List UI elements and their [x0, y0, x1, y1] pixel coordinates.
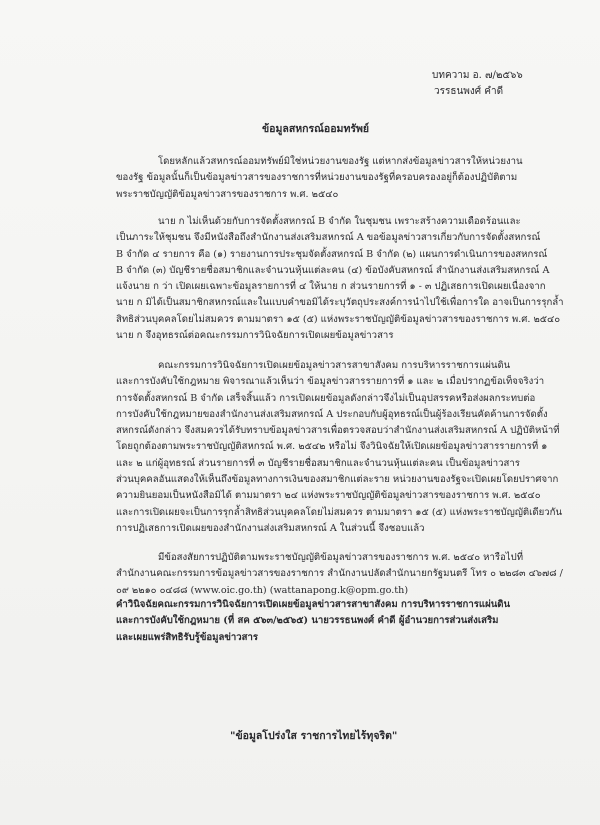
- text-line: และการบังคับใช้กฎหมาย (ที่ สค ๕๖๓/๒๕๖๕) นายวรรธนพงศ์ คำดี ผู้อำนวยการส่วนส่งเสริม: [116, 615, 499, 627]
- text-line: B จำกัด ๔ รายการ คือ (๑) รายงานการประชุมจัดตั้งสหกรณ์ B จำกัด (๒) แผนการดำเนินการของสหกรณ์: [116, 248, 548, 260]
- slogan: "ข้อมูลโปร่งใส ราชการไทยไร้ทุจริต": [230, 730, 398, 742]
- text-line: การบังคับใช้กฎหมายของสำนักงานส่งเสริมสหกรณ์ A ประกอบกับผู้อุทธรณ์เป็นผู้ร้องเรียนคัดค้านการจัดตั้ง: [116, 408, 548, 420]
- text-line: นาย ก จึงอุทธรณ์ต่อคณะกรรมการวินิจฉัยการเปิดเผยข้อมูลข่าวสาร: [116, 330, 394, 342]
- text-line: นาย ก ไม่เห็นด้วยกับการจัดตั้งสหกรณ์ B จำกัด ในชุมชน เพราะสร้างความเดือดร้อนและ: [158, 216, 521, 227]
- text-line: แจ้งนาย ก ว่า เปิดเผยเฉพาะข้อมูลรายการที่ ๔ ให้นาย ก ส่วนรายการที่ ๑ - ๓ ปฏิเสธการเปิดเผยเนื่องจาก: [116, 281, 546, 293]
- text-line: ของรัฐ ข้อมูลนั้นก็เป็นข้อมูลข่าวสารของราชการที่หน่วยงานของรัฐที่ครอบครองอยู่ก็ต้องปฏิบัติตาม: [116, 172, 518, 184]
- text-line: สหกรณ์ดังกล่าว จึงสมควรได้รับทราบข้อมูลข่าวสารเพื่อตรวจสอบว่าสำนักงานส่งเสริมสหกรณ์ A ปฏิบัติหน้าที่: [116, 425, 560, 437]
- document-number: บทความ อ. ๗/๒๕๖๖: [432, 70, 523, 81]
- text-line: ส่วนบุคคลอันแสดงให้เห็นถึงข้อมูลทางการเงินของสมาชิกแต่ละราย หน่วยงานของรัฐจะเปิดเผยโดยปราศจาก: [116, 474, 559, 486]
- text-line: และ ๒ แก่ผู้อุทธรณ์ ส่วนรายการที่ ๓ บัญชีรายชื่อสมาชิกและจำนวนหุ้นแต่ละคน เป็นข้อมูลข่าวสาร: [116, 457, 520, 469]
- author-name: วรรธนพงศ์ คำดี: [434, 86, 504, 97]
- text-line: สิทธิส่วนบุคคลโดยไม่สมควร ตามมาตรา ๑๕ (๕) แห่งพระราชบัญญัติข้อมูลข่าวสารของราชการ พ.ศ. ๒๕๔๐: [116, 313, 561, 325]
- paragraph-intro: [116, 154, 523, 203]
- contact-links: ๐๙ ๒๒๑๐ ๐๔๘๘ (www.oic.go.th) (wattanapong.k@opm.go.th): [116, 584, 409, 596]
- reference-block: [432, 68, 523, 100]
- text-line: พระราชบัญญัติข้อมูลข่าวสารของราชการ พ.ศ. ๒๕๔๐: [116, 188, 339, 200]
- text-line: และการบังคับใช้กฎหมาย พิจารณาแล้วเห็นว่า ข้อมูลข่าวสารรายการที่ ๑ และ ๒ เมื่อปรากฏข้อเท็จจริงว่า: [116, 376, 545, 388]
- text-line: โดยหลักแล้วสหกรณ์ออมทรัพย์มิใช่หน่วยงานของรัฐ แต่หากส่งข้อมูลข่าวสารให้หน่วยงาน: [158, 156, 523, 167]
- text-line: คำวินิจฉัยคณะกรรมการวินิจฉัยการเปิดเผยข้อมูลข่าวสารสาขาสังคม การบริหารราชการแผ่นดิน: [116, 599, 511, 610]
- text-line: และการเปิดเผยจะเป็นการรุกล้ำสิทธิส่วนบุคคลโดยไม่สมควร ตามมาตรา ๑๕ (๕) แห่งพระราชบัญญัติเดียวกัน: [116, 506, 563, 518]
- document-title: ข้อมูลสหกรณ์ออมทรัพย์: [262, 123, 370, 135]
- paragraph-contact: [116, 550, 563, 599]
- text-line: เป็นภาระให้ชุมชน จึงมีหนังสือถึงสำนักงานส่งเสริมสหกรณ์ A ขอข้อมูลข่าวสารเกี่ยวกับการจัดตั้งสหกรณ์: [116, 232, 541, 244]
- text-line: การจัดตั้งสหกรณ์ B จำกัด เสร็จสิ้นแล้ว การเปิดเผยข้อมูลดังกล่าวจึงไม่เป็นอุปสรรคหรือส่งผลกระทบต่อ: [116, 392, 536, 404]
- text-line: โดยถูกต้องตามพระราชบัญญัติสหกรณ์ พ.ศ. ๒๕๔๒ หรือไม่ จึงวินิจฉัยให้เปิดเผยข้อมูลข่าวสารรายการที่ ๑: [116, 441, 548, 453]
- text-line: และเผยแพร่สิทธิรับรู้ข้อมูลข่าวสาร: [116, 631, 259, 643]
- text-line: ความยินยอมเป็นหนังสือมิได้ ตามมาตรา ๒๔ แห่งพระราชบัญญัติข้อมูลข่าวสารของราชการ พ.ศ. ๒๕๔๐: [116, 490, 541, 502]
- text-line: การปฏิเสธการเปิดเผยของสำนักงานส่งเสริมสหกรณ์ A ในส่วนนี้ จึงชอบแล้ว: [116, 522, 425, 534]
- text-line: นาย ก มิได้เป็นสมาชิกสหกรณ์และในแบบคำขอมิได้ระบุวัตถุประสงค์การนำไปใช้เพื่อการใด อาจเป็นการรุกล้ำ: [116, 297, 564, 309]
- paragraph-case: [116, 214, 564, 344]
- paragraph-decision: [116, 358, 563, 537]
- text-line: B จำกัด (๓) บัญชีรายชื่อสมาชิกและจำนวนหุ้นแต่ละคน (๔) ข้อบังคับสหกรณ์ สำนักงานส่งเสริมสหกรณ์ A: [116, 264, 550, 276]
- paragraph-citation: [116, 597, 511, 646]
- text-line: คณะกรรมการวินิจฉัยการเปิดเผยข้อมูลข่าวสารสาขาสังคม การบริหารราชการแผ่นดิน: [158, 360, 511, 371]
- text-line: มีข้อสงสัยการปฏิบัติตามพระราชบัญญัติข้อมูลข่าวสารของราชการ พ.ศ. ๒๕๔๐ หารือไปที่: [158, 552, 524, 563]
- text-line: สำนักงานคณะกรรมการข้อมูลข่าวสารของราชการ สำนักงานปลัดสำนักนายกรัฐมนตรี โทร ๐ ๒๒๘๓ ๔๖๗๘ /: [116, 568, 563, 580]
